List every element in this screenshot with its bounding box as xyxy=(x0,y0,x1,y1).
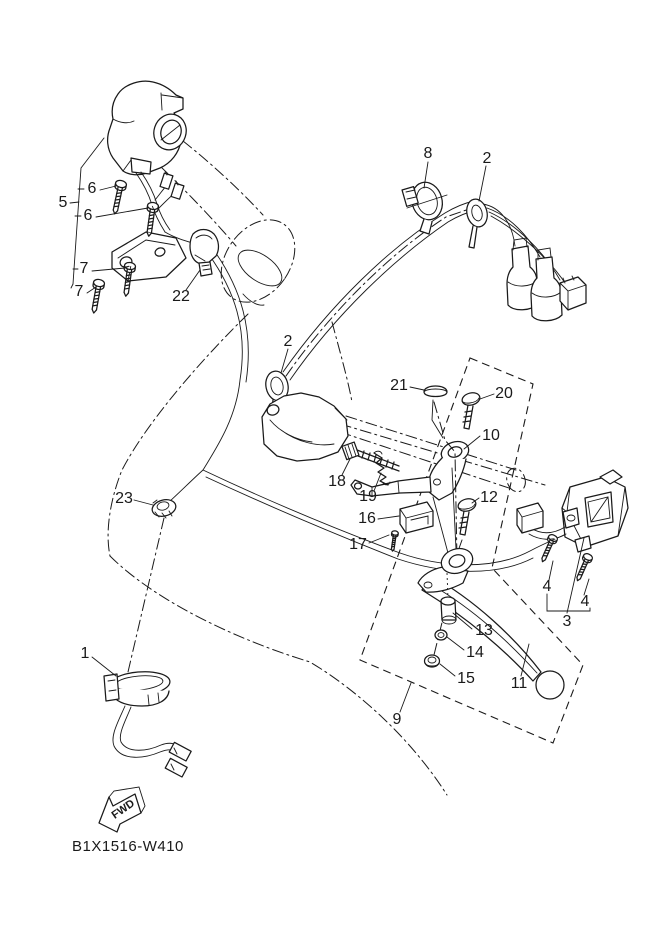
callout-21: 21 xyxy=(390,377,408,395)
callout-12: 12 xyxy=(480,489,498,507)
callout-7b: 7 xyxy=(74,283,84,301)
harness-connectors xyxy=(507,238,586,321)
callout-4a: 4 xyxy=(542,578,552,596)
lever-ball-end xyxy=(536,671,564,699)
callout-13: 13 xyxy=(475,622,493,640)
callout-7a: 7 xyxy=(79,260,89,278)
callout-23: 23 xyxy=(115,490,133,508)
callout-8: 8 xyxy=(423,145,433,163)
callout-17: 17 xyxy=(349,536,367,554)
callout-10: 10 xyxy=(482,427,500,445)
switch-connector xyxy=(517,503,543,533)
callout-19: 19 xyxy=(359,488,377,506)
callout-6a: 6 xyxy=(87,180,97,198)
fwd-direction-arrow xyxy=(99,787,145,832)
callout-3: 3 xyxy=(562,613,572,631)
part-number: B1X1516-W410 xyxy=(72,838,184,855)
fwd-label: FWD xyxy=(109,797,137,822)
callout-14: 14 xyxy=(466,644,484,662)
handlebar-clamp-casting xyxy=(262,393,348,461)
callout-20: 20 xyxy=(495,385,513,403)
callout-22: 22 xyxy=(172,288,190,306)
clip-to-clamp-centerline xyxy=(128,518,164,672)
band-clamp-1 xyxy=(104,669,191,777)
callout-5: 5 xyxy=(58,194,68,212)
callout-6b: 6 xyxy=(83,207,93,225)
cap-21 xyxy=(424,386,447,397)
callout-9: 9 xyxy=(392,711,402,729)
cable-clamp-22 xyxy=(190,230,218,277)
o-ring-14 xyxy=(435,630,447,640)
callout-4b: 4 xyxy=(580,593,590,611)
callout-2b: 2 xyxy=(283,333,293,351)
callout-2a: 2 xyxy=(482,150,492,168)
callout-16: 16 xyxy=(358,510,376,528)
callout-18: 18 xyxy=(328,473,346,491)
wire-clip-23 xyxy=(150,497,177,518)
callout-11: 11 xyxy=(510,675,528,693)
callout-15: 15 xyxy=(457,670,475,688)
callout-1: 1 xyxy=(80,645,90,663)
right-switch-housing xyxy=(517,470,628,583)
